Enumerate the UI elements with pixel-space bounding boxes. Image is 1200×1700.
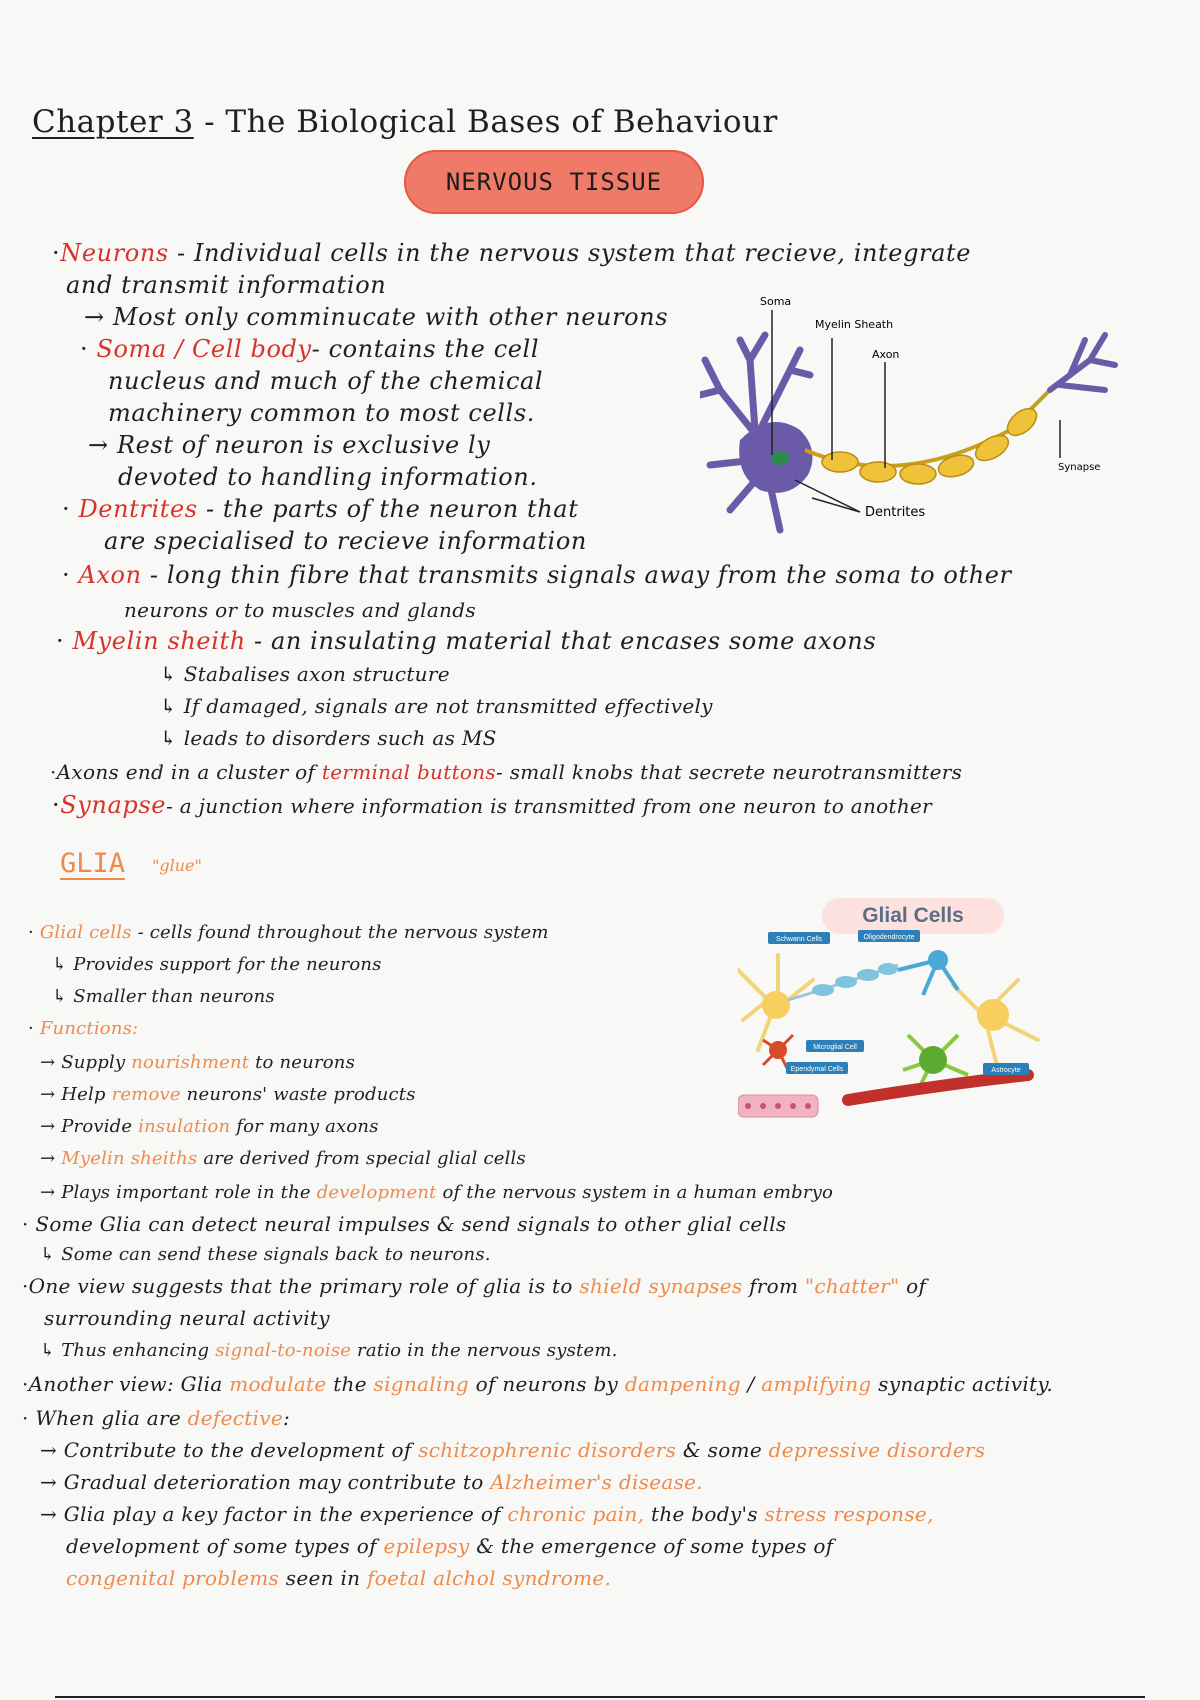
neuron-drawing [700,335,1115,530]
label-soma: Soma [760,295,792,308]
note-line: ↳ Provides support for the neurons [52,954,382,975]
note-line: surrounding neural activity [44,1306,330,1330]
note-neurons: ·Neurons - Individual cells in the nervous system that recieve, integrate [52,239,972,267]
note-line: and transmit information [66,271,387,299]
label-astrocyte: Astrocyte [991,1067,1021,1074]
note-function-myelin: → Myelin sheiths are derived from special glial cells [40,1148,526,1169]
note-function-nourishment: → Supply nourishment to neurons [40,1052,356,1073]
label-myelin-sheath: Myelin Sheath [815,318,894,331]
note-synapse: ·Synapse- a junction where information is transmitted from one neuron to another [52,791,933,819]
section-heading-glia: GLIA [60,848,126,879]
note-glial-cells: · Glial cells - cells found throughout the nervous system [28,922,549,943]
label-schwann-cells: Schwann Cells [775,936,823,943]
label-ependymal-cells: Ependymal Cells [790,1066,844,1073]
note-terminal-buttons: ·Axons end in a cluster of terminal buttons- small knobs that secrete neurotransmitters [50,760,963,784]
page-title [32,104,778,140]
note-line: are specialised to recieve information [104,527,587,555]
label-synapse: Synapse [1058,462,1101,473]
glia-glue-note: "glue" [152,856,202,875]
label-dentrites: Dentrites [865,505,926,520]
glial-cells-diagram [738,890,1098,1140]
note-glia-defective: · When glia are defective: [22,1406,291,1430]
neuron-diagram [700,290,1120,540]
note-soma: · Soma / Cell body- contains the cell [80,335,540,363]
page-bottom-rule [55,1696,1145,1698]
note-glia-shield: ·One view suggests that the primary role of glia is to shield synapses from "chatter" of [22,1274,927,1298]
note-epilepsy: development of some types of epilepsy & the emergence of some types of [66,1534,834,1558]
note-line: ↳ Smaller than neurons [52,986,275,1007]
glial-cells-title: Glial Cells [822,898,1004,934]
note-alzheimers: → Gradual deterioration may contribute to Alzheimer's disease. [40,1470,703,1494]
chapter-number: Chapter 3 [32,104,194,140]
note-chronic-pain: → Glia play a key factor in the experience of chronic pain, the body's stress response, [40,1502,934,1526]
note-schizophrenic: → Contribute to the development of schitzophrenic disorders & some depressive disorders [40,1438,986,1462]
note-line: ↳ Stabalises axon structure [160,662,450,686]
label-oligodendrocyte: Oligodendrocyte [863,934,915,941]
note-dentrites: · Dentrites - the parts of the neuron that [62,495,579,523]
note-line: → Rest of neuron is exclusive ly [88,431,491,459]
section-heading-nervous-tissue: NERVOUS TISSUE [404,150,704,214]
note-congenital: congenital problems seen in foetal alchol syndrome. [66,1566,612,1590]
note-function-waste: → Help remove neurons' waste products [40,1084,416,1105]
note-line: → Most only comminucate with other neurons [84,303,669,331]
label-axon: Axon [872,348,900,361]
note-glia-impulses: · Some Glia can detect neural impulses & send signals to other glial cells [22,1212,787,1236]
note-line: ↳ leads to disorders such as MS [160,726,497,750]
note-line: nucleus and much of the chemical [108,367,544,395]
label-microglial-cell: Microglial Cell [813,1044,857,1051]
chapter-title: - The Biological Bases of Behaviour [204,104,778,140]
note-function-development: → Plays important role in the development of the nervous system in a human embryo [40,1182,834,1203]
note-line: neurons or to muscles and glands [124,598,476,622]
note-line: ↳ Some can send these signals back to neurons. [40,1244,491,1265]
note-line: devoted to handling information. [118,463,538,491]
glial-drawing [738,950,1038,1117]
note-functions: · Functions: [28,1018,139,1039]
note-snr: ↳ Thus enhancing signal-to-noise ratio in the nervous system. [40,1340,618,1361]
note-function-insulation: → Provide insulation for many axons [40,1116,379,1137]
note-glia-modulate: ·Another view: Glia modulate the signaling of neurons by dampening / amplifying synaptic activity. [22,1372,1054,1396]
note-myelin: · Myelin sheith - an insulating material that encases some axons [56,627,877,655]
note-line: ↳ If damaged, signals are not transmitted effectively [160,694,713,718]
note-line: machinery common to most cells. [108,399,535,427]
note-axon: · Axon - long thin fibre that transmits signals away from the soma to other [62,561,1012,589]
